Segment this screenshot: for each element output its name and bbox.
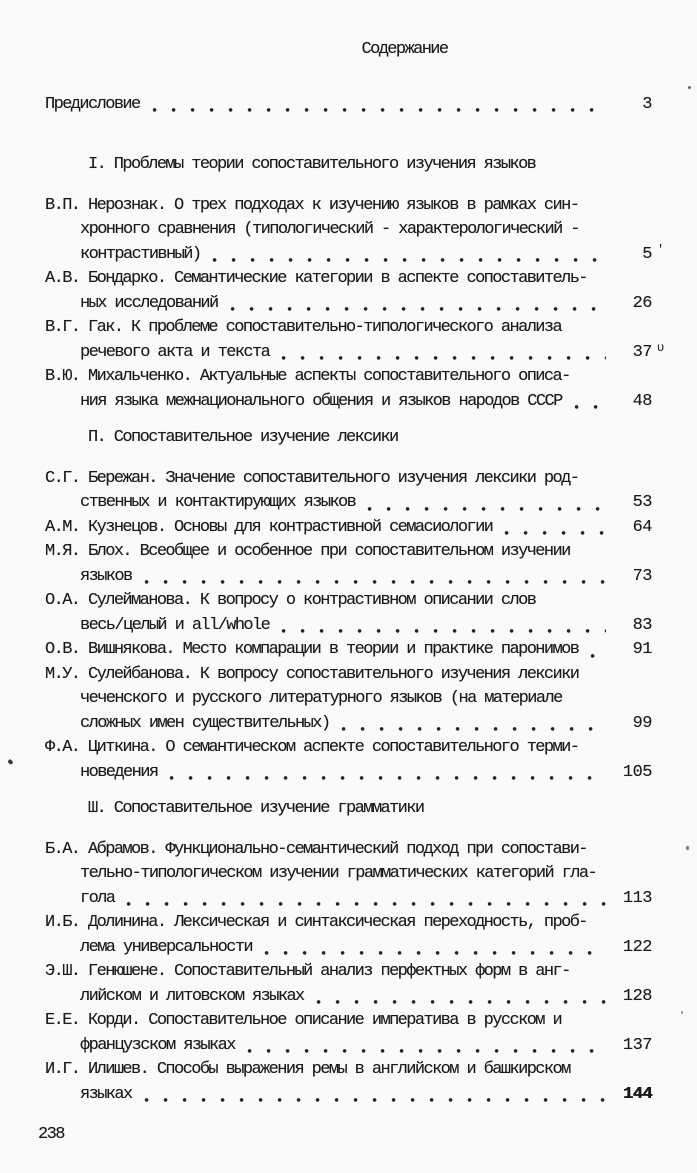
toc-entry-text: ния языка межнационального общения и языков народов СССР — [80, 391, 562, 411]
toc-entry-line — [45, 1034, 652, 1059]
toc-page-number: 64 — [632, 517, 652, 537]
toc-entry-line: чеченского и русского литературного языков (на материале — [80, 689, 562, 708]
toc-entry — [45, 365, 652, 414]
dot-leader — [264, 950, 606, 956]
toc-page-number: 99 — [632, 713, 652, 733]
toc-sections — [45, 153, 665, 1107]
dot-leader — [152, 107, 606, 113]
toc-page-number: 144 — [622, 1084, 652, 1104]
toc-entry-line: Э.Ш. Генюшене. Сопоставительный анализ перфектных форм в анг- — [45, 962, 570, 981]
page-title: Содержание — [361, 40, 448, 59]
toc-entry-line: В.Г. Гак. К проблеме сопоставительно-типологического анализа — [45, 318, 562, 337]
scan-speck — [688, 86, 691, 89]
dot-leader — [367, 506, 606, 512]
toc-entry — [45, 589, 652, 638]
toc-entry-line: А.В. Бондарко. Семантические категории в аспекте сопоставитель- — [45, 269, 587, 288]
toc-section — [45, 797, 652, 1107]
toc-entry — [45, 736, 652, 785]
dot-leader — [504, 530, 606, 536]
dot-leader — [281, 355, 606, 361]
dot-leader — [212, 257, 606, 263]
toc-entry-text: лийском и литовском языках — [80, 986, 304, 1006]
dot-leader — [590, 653, 606, 659]
dot-leader — [281, 628, 606, 634]
dot-leader — [144, 1097, 606, 1103]
toc-section — [45, 153, 665, 414]
toc-entry-line — [45, 887, 652, 912]
preface-page-number: 3 — [642, 94, 652, 114]
toc-entry-text: языках — [80, 1084, 132, 1104]
section-heading: Ш. Сопоставительное изучение грамматики — [88, 799, 424, 818]
dot-leader — [247, 1048, 606, 1054]
toc-entry-text: ственных и контактирующих языков — [80, 493, 356, 512]
toc-page-number: 37 ʋ — [616, 341, 652, 366]
preface-entry — [45, 93, 652, 118]
toc-entry-line: О.А. Сулейманова. К вопросу о контрастивном описании слов — [45, 591, 536, 610]
toc-page-number: 105 — [622, 762, 652, 782]
toc-entry-text: ных исследований — [80, 293, 218, 313]
toc-page-number: 113 — [622, 888, 652, 908]
toc-entry-text: сложных имен существительных) — [80, 713, 330, 733]
toc-entry-line: С.Г. Бережан. Значение сопоставительного изучения лексики род- — [45, 468, 579, 488]
toc-page-number: 73 — [632, 566, 652, 586]
toc-entry-line — [45, 712, 652, 737]
dot-leader — [316, 999, 606, 1005]
toc-entry — [45, 1058, 652, 1107]
toc-entry-line: И.Б. Долинина. Лексическая и синтаксическая переходность, проб- — [45, 913, 587, 932]
handwritten-mark: ′ — [657, 242, 665, 257]
toc-entry-line: В.П. Нерознак. О трех подходах к изучению языков в рамках син- — [45, 195, 579, 215]
toc-entry-text: новедения — [80, 762, 158, 782]
toc-entry — [45, 194, 665, 268]
toc-entry-line — [45, 985, 652, 1010]
toc-entry-line — [45, 638, 652, 663]
toc-entry — [45, 467, 652, 516]
toc-entry-line — [45, 1083, 652, 1108]
toc-entry-line — [45, 340, 665, 366]
dot-leader — [230, 306, 606, 312]
dot-leader — [169, 775, 606, 781]
toc-entry-line — [45, 242, 665, 268]
toc-page-number: 5 ′ — [616, 243, 652, 268]
toc-page-number: 48 — [632, 391, 652, 411]
dot-leader — [341, 726, 606, 732]
dot-leader — [574, 404, 606, 410]
toc-entry-line — [45, 390, 652, 415]
folio-page-number: 238 — [38, 1125, 64, 1144]
toc-section — [45, 426, 652, 785]
section-heading: П. Сопоставительное изучение лексики — [88, 428, 398, 447]
toc-entry-line: тельно-типологическом изучении грамматических категорий гла- — [80, 864, 597, 883]
scan-speck — [686, 846, 689, 850]
toc-entry-line: Ф.А. Циткина. О семантическом аспекте сопоставительного терми- — [45, 738, 579, 757]
toc-entry-line: И.Г. Илишев. Способы выражения ремы в английском и башкирском — [45, 1060, 570, 1079]
toc-entry-line: М.У. Сулейбанова. К вопросу сопоставительного изучения лексики — [45, 664, 579, 684]
toc-entry — [45, 960, 652, 1009]
toc-entry-text: французском языках — [80, 1035, 235, 1055]
toc-entry — [45, 267, 652, 316]
toc-entry — [45, 838, 652, 912]
toc-entry-line — [45, 565, 652, 590]
toc-page-number: 128 — [622, 986, 652, 1006]
toc-entry-text: речевого акта и текста — [80, 342, 270, 362]
toc-entry-text: языков — [80, 566, 132, 586]
pen-tick-mark — [7, 759, 13, 765]
toc-entry-text: лема универсальности — [80, 937, 253, 957]
toc-entry — [45, 911, 652, 960]
toc-entry-text: А.М. Кузнецов. Основы для контрастивной семасиологии — [45, 517, 493, 537]
section-heading: I. Проблемы теории сопоставительного изучения языков — [88, 155, 536, 174]
toc-entry — [45, 638, 652, 663]
toc-entry — [45, 316, 665, 365]
toc-entry-line: М.Я. Блох. Всеобщее и особенное при сопоставительном изучении — [45, 542, 570, 561]
toc-page-number: 26 — [632, 293, 652, 313]
toc-page-number: 53 — [632, 493, 652, 512]
dot-leader — [126, 901, 606, 907]
toc-entry-text: весь/целый и all/whole — [80, 615, 270, 635]
toc-entry-line — [45, 516, 652, 541]
toc-entry-text: О.В. Вишнякова. Место компарации в теории и практике паронимов — [45, 640, 579, 659]
toc-entry-text: контрастивный) — [80, 244, 201, 264]
toc-entry-line — [45, 614, 652, 639]
toc-entry — [45, 540, 652, 589]
toc-entry-text: гола — [80, 888, 115, 908]
toc-entry — [45, 1009, 652, 1058]
toc-entry-line — [45, 936, 652, 961]
scan-speck — [681, 1011, 683, 1014]
toc-entry-line: хронного сравнения (типологический - характерологический - — [80, 220, 579, 239]
toc-page-number: 83 — [632, 615, 652, 635]
toc-page-number: 91 — [632, 640, 652, 659]
toc-entry-line — [45, 761, 652, 786]
toc-entry-line: Б.А. Абрамов. Функционально-семантический подход при сопостави- — [45, 839, 587, 859]
toc-entry — [45, 663, 652, 737]
toc-entry — [45, 516, 652, 541]
preface-label: Предисловие — [45, 94, 140, 114]
toc-entry-line: В.Ю. Михальченко. Актуальные аспекты сопоставительного описа- — [45, 367, 570, 386]
toc-page-number: 137 — [622, 1035, 652, 1055]
toc-entry-line — [45, 491, 652, 516]
toc-entry-line — [45, 292, 652, 317]
dot-leader — [144, 579, 606, 585]
toc-page-number: 122 — [622, 937, 652, 957]
toc-entry-line: Е.Е. Корди. Сопоставительное описание императива в русском и — [45, 1011, 562, 1030]
handwritten-mark: ʋ — [657, 340, 665, 355]
